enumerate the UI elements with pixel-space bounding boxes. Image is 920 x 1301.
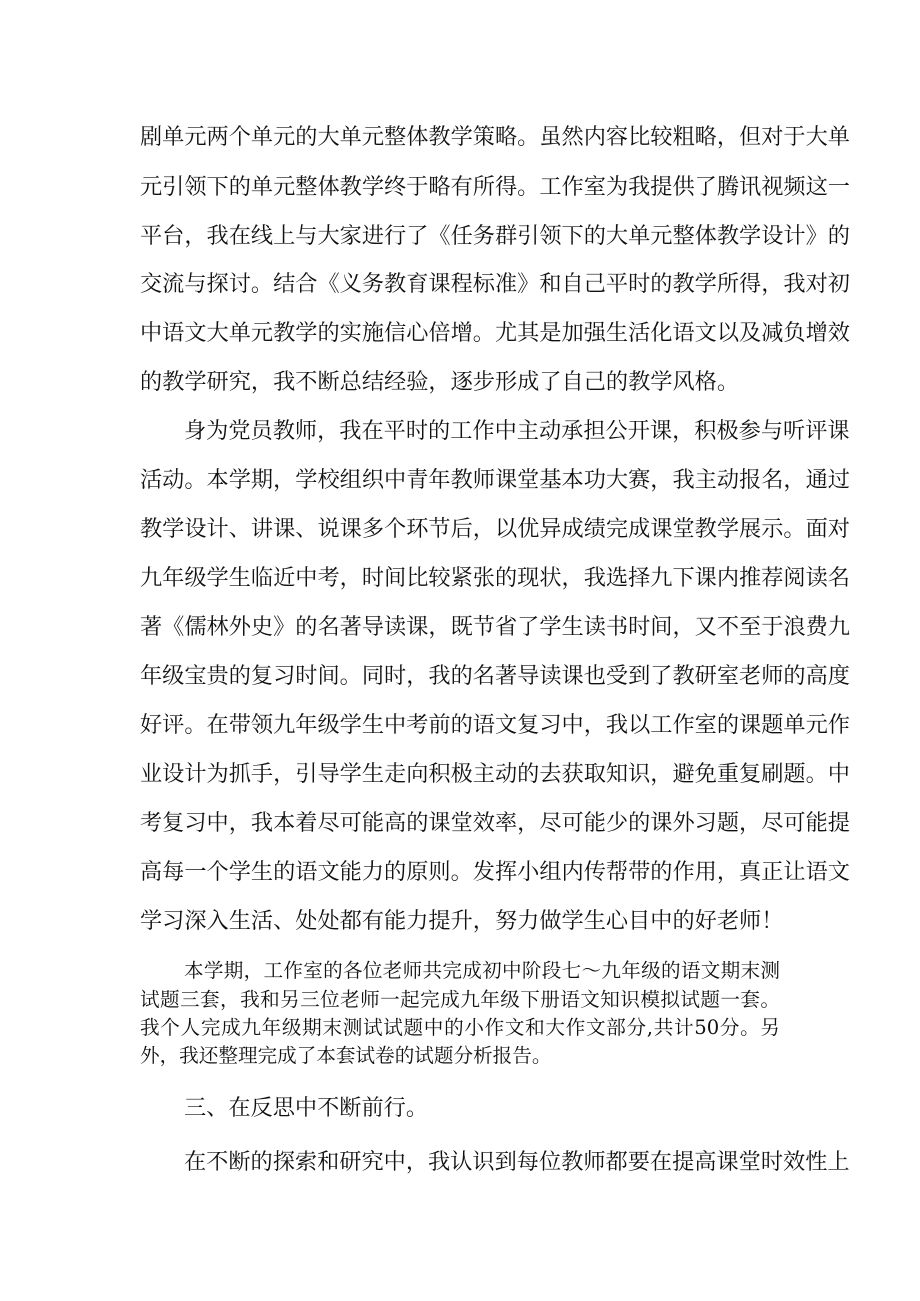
text-line: 业设计为抓手，引导学生走向积极主动的去获取知识，避免重复刷题。中: [140, 761, 850, 787]
text-line: 外，我还整理完成了本套试卷的试题分析报告。: [140, 1044, 552, 1067]
text-line: 的教学研究，我不断总结经验，逐步形成了自己的教学风格。: [140, 369, 740, 395]
text-line: 年级宝贵的复习时间。同时，我的名著导读课也受到了教研室老师的高度: [140, 663, 850, 689]
text-line: 好评。在带领九年级学生中考前的语文复习中，我以工作室的课题单元作: [140, 712, 850, 738]
text-line: 试题三套，我和另三位老师一起完成九年级下册语文知识模拟试题一套。: [140, 988, 780, 1011]
text-line: 在不断的探索和研究中，我认识到每位教师都要在提高课堂时效性上: [184, 1149, 850, 1175]
text-line: 学习深入生活、处处都有能力提升，努力做学生心目中的好老师！: [140, 908, 784, 934]
text-line: 元引领下的单元整体教学终于略有所得。工作室为我提供了腾讯视频这一: [140, 174, 850, 200]
text-line: 身为党员教师，我在平时的工作中主动承担公开课，积极参与听评课: [184, 418, 850, 444]
text-line: 高每一个学生的语文能力的原则。发挥小组内传帮带的作用，真正让语文: [140, 859, 850, 885]
text-line: 剧单元两个单元的大单元整体教学策略。虽然内容比较粗略，但对于大单: [140, 124, 850, 150]
text-line: 平台，我在线上与大家进行了《任务群引领下的大单元整体教学设计》的: [140, 223, 850, 249]
text-line: 我个人完成九年级期末测试试题中的小作文和大作文部分,共计50分。另: [140, 1016, 780, 1039]
text-line: 考复习中，我本着尽可能高的课堂效率，尽可能少的课外习题，尽可能提: [140, 810, 850, 836]
text-line: 交流与探讨。结合《义务教育课程标准》和自己平时的教学所得，我对初: [140, 271, 850, 297]
text-line: 九年级学生临近中考，时间比较紧张的现状，我选择九下课内推荐阅读名: [140, 565, 850, 591]
text-line: 中语文大单元教学的实施信心倍增。尤其是加强生活化语文以及减负增效: [140, 320, 850, 346]
text-line: 本学期，工作室的各位老师共完成初中阶段七～九年级的语文期末测: [184, 959, 780, 982]
section-heading: 三、在反思中不断前行。: [184, 1095, 429, 1121]
text-line: 活动。本学期，学校组织中青年教师课堂基本功大赛，我主动报名，通过: [140, 467, 850, 493]
text-line: 教学设计、讲课、说课多个环节后，以优异成绩完成课堂教学展示。面对: [140, 516, 850, 542]
text-line: 著《儒林外史》的名著导读课，既节省了学生读书时间，又不至于浪费九: [140, 614, 850, 640]
